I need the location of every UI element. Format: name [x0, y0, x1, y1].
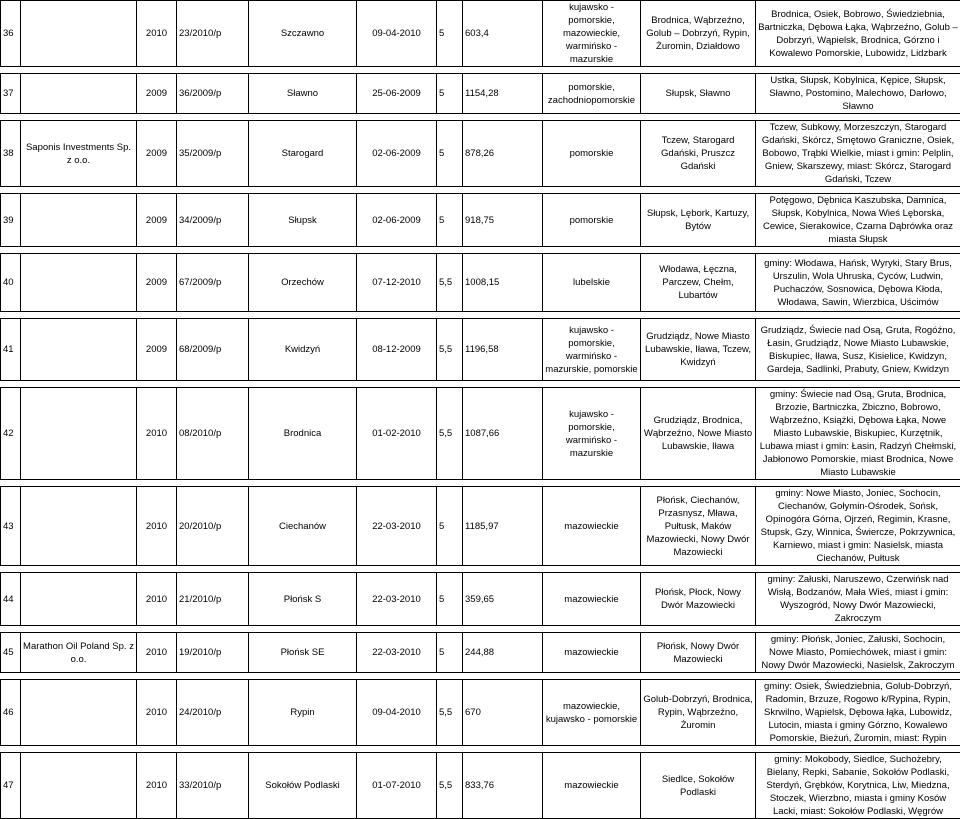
company-cell	[21, 388, 137, 480]
company-cell	[21, 319, 137, 381]
concession-number-cell: 67/2009/p	[177, 254, 249, 312]
company-cell	[21, 254, 137, 312]
separator-cell	[1, 746, 960, 753]
counties-cell: Grudziądz, Nowe Miasto Lubawskie, Iława, Tczew, Kwidzyń	[641, 319, 756, 381]
row-number: 45	[1, 633, 21, 673]
concession-number-cell: 68/2009/p	[177, 319, 249, 381]
counties-cell: Płońsk, Nowy Dwór Mazowiecki	[641, 633, 756, 673]
separator-cell	[1, 480, 960, 487]
concession-number-cell: 23/2010/p	[177, 1, 249, 67]
date-cell: 09-04-2010	[357, 680, 437, 746]
year-cell: 2010	[137, 487, 177, 566]
area-name-cell: Starogard	[249, 121, 357, 187]
municipalities-cell: gminy: Płońsk, Joniec, Załuski, Sochocin, Nowe Miasto, Pomiechówek, miast i gmin: Nowy Dwór Mazowiecki, Nasielsk, Zakroczym	[756, 633, 960, 673]
table-row	[1, 74, 960, 114]
separator-cell	[1, 566, 960, 573]
area-size-cell: 878,26	[463, 121, 543, 187]
table-row	[1, 319, 960, 381]
municipalities-cell: Ustka, Słupsk, Kobylnica, Kępice, Słupsk, Sławno, Postomino, Malechowo, Darłowo, Sławno	[756, 74, 960, 114]
row-separator	[1, 480, 960, 487]
separator-cell	[1, 114, 960, 121]
year-cell: 2010	[137, 633, 177, 673]
voivodeship-cell: pomorskie, zachodniopomorskie	[543, 74, 641, 114]
year-cell: 2009	[137, 121, 177, 187]
counties-cell: Siedlce, Sokołów Podlaski	[641, 753, 756, 819]
date-cell: 07-12-2010	[357, 254, 437, 312]
separator-cell	[1, 247, 960, 254]
concession-number-cell: 20/2010/p	[177, 487, 249, 566]
counties-cell: Brodnica, Wąbrzeźno, Golub – Dobrzyń, Rypin, Żuromin, Działdowo	[641, 1, 756, 67]
year-cell: 2010	[137, 680, 177, 746]
table-row	[1, 633, 960, 673]
area-name-cell: Płońsk SE	[249, 633, 357, 673]
row-separator	[1, 247, 960, 254]
row-number: 47	[1, 753, 21, 819]
counties-cell: Włodawa, Łęczna, Parczew, Chełm, Lubartów	[641, 254, 756, 312]
year-cell: 2010	[137, 388, 177, 480]
company-cell	[21, 487, 137, 566]
area-size-cell: 833,76	[463, 753, 543, 819]
company-cell	[21, 74, 137, 114]
counties-cell: Płońsk, Ciechanów, Przasnysz, Mława, Pułtusk, Maków Mazowiecki, Nowy Dwór Mazowiecki	[641, 487, 756, 566]
municipalities-cell: Grudziądz, Świecie nad Osą, Gruta, Rogóźno, Łasin, Grudziądz, Nowe Miasto Lubawskie, Biskupiec, Iława, Susz, Kisielice, Kwidzyn, Gardeja, Sadlinki, Prabuty, Gniew, Kwidzyn	[756, 319, 960, 381]
row-separator	[1, 673, 960, 680]
voivodeship-cell: mazowieckie	[543, 633, 641, 673]
row-separator	[1, 114, 960, 121]
municipalities-cell: gminy: Mokobody, Siedlce, Suchożebry, Bielany, Repki, Sabanie, Sokołów Podlaski, Sterdyń, Grębków, Korytnica, Liw, Miedzna, Stoczek, Wierzbno, miasta i gminy Kosów Lacki, miast: Sokołów Podlaski, Węgrów	[756, 753, 960, 819]
area-size-cell: 918,75	[463, 194, 543, 247]
table-row	[1, 573, 960, 626]
date-cell: 22-03-2010	[357, 573, 437, 626]
company-cell	[21, 194, 137, 247]
row-number: 44	[1, 573, 21, 626]
year-cell: 2009	[137, 254, 177, 312]
table-row	[1, 753, 960, 819]
row-separator	[1, 67, 960, 74]
area-name-cell: Ciechanów	[249, 487, 357, 566]
area-size-cell: 244,88	[463, 633, 543, 673]
year-cell: 2009	[137, 319, 177, 381]
period-cell: 5,5	[437, 319, 463, 381]
period-cell: 5,5	[437, 680, 463, 746]
separator-cell	[1, 187, 960, 194]
date-cell: 25-06-2009	[357, 74, 437, 114]
area-name-cell: Sokołów Podlaski	[249, 753, 357, 819]
period-cell: 5	[437, 194, 463, 247]
municipalities-cell: Potęgowo, Dębnica Kaszubska, Damnica, Słupsk, Kobylnica, Nowa Wieś Lęborska, Cewice, Sierakowice, Czarna Dąbrówka oraz miasta Słupsk	[756, 194, 960, 247]
date-cell: 22-03-2010	[357, 487, 437, 566]
concession-number-cell: 19/2010/p	[177, 633, 249, 673]
period-cell: 5	[437, 74, 463, 114]
area-name-cell: Płońsk S	[249, 573, 357, 626]
voivodeship-cell: pomorskie	[543, 121, 641, 187]
company-cell: Marathon Oil Poland Sp. z o.o.	[21, 633, 137, 673]
table-body	[1, 1, 960, 819]
period-cell: 5,5	[437, 254, 463, 312]
municipalities-cell: Tczew, Subkowy, Morzeszczyn, Starogard Gdański, Skórcz, Smętowo Graniczne, Osiek, Bobowo, Trąbki Wielkie, miast i gmin: Pelplin, Gniew, Skarszewy, miast: Skórcz, Starogard Gdański, Tczew	[756, 121, 960, 187]
row-number: 39	[1, 194, 21, 247]
row-number: 38	[1, 121, 21, 187]
area-name-cell: Słupsk	[249, 194, 357, 247]
area-name-cell: Orzechów	[249, 254, 357, 312]
company-cell	[21, 753, 137, 819]
area-size-cell: 1185,97	[463, 487, 543, 566]
separator-cell	[1, 312, 960, 319]
area-size-cell: 1008,15	[463, 254, 543, 312]
area-name-cell: Kwidzyń	[249, 319, 357, 381]
counties-cell: Tczew, Starogard Gdański, Pruszcz Gdański	[641, 121, 756, 187]
period-cell: 5,5	[437, 753, 463, 819]
area-name-cell: Sławno	[249, 74, 357, 114]
company-cell: Saponis Investments Sp. z o.o.	[21, 121, 137, 187]
counties-cell: Słupsk, Sławno	[641, 74, 756, 114]
year-cell: 2009	[137, 74, 177, 114]
row-separator	[1, 566, 960, 573]
row-separator	[1, 381, 960, 388]
date-cell: 01-07-2010	[357, 753, 437, 819]
date-cell: 08-12-2009	[357, 319, 437, 381]
row-separator	[1, 187, 960, 194]
concession-number-cell: 34/2009/p	[177, 194, 249, 247]
date-cell: 02-06-2009	[357, 194, 437, 247]
area-size-cell: 1087,66	[463, 388, 543, 480]
year-cell: 2010	[137, 573, 177, 626]
area-size-cell: 1154,28	[463, 74, 543, 114]
voivodeship-cell: kujawsko - pomorskie, mazowieckie, warmińsko - mazurskie	[543, 1, 641, 67]
row-number: 40	[1, 254, 21, 312]
municipalities-cell: gminy: Świecie nad Osą, Gruta, Brodnica, Brzozie, Bartniczka, Zbiczno, Bobrowo, Wąbrzeźno, Książki, Dębowa Łąka, Nowe Miasto Lubawskie, Biskupiec, Kurzętnik, Lubawa miast i gmin: Łasin, Radzyń Chełmski, Jabłonowo Pomorskie, miast Brodnica, Nowe Miasto Lubawskie	[756, 388, 960, 480]
concession-number-cell: 08/2010/p	[177, 388, 249, 480]
concession-number-cell: 33/2010/p	[177, 753, 249, 819]
row-number: 43	[1, 487, 21, 566]
row-number: 42	[1, 388, 21, 480]
counties-cell: Płońsk, Płock, Nowy Dwór Mazowiecki	[641, 573, 756, 626]
municipalities-cell: gminy: Załuski, Naruszewo, Czerwińsk nad Wisłą, Bodzanów, Mała Wieś, miast i gmin: Wyszogród, Nowy Dwór Mazowiecki, Zakroczym	[756, 573, 960, 626]
voivodeship-cell: pomorskie	[543, 194, 641, 247]
date-cell: 01-02-2010	[357, 388, 437, 480]
voivodeship-cell: mazowieckie	[543, 487, 641, 566]
table-row	[1, 194, 960, 247]
date-cell: 09-04-2010	[357, 1, 437, 67]
row-separator	[1, 626, 960, 633]
concession-number-cell: 35/2009/p	[177, 121, 249, 187]
table-row	[1, 1, 960, 67]
row-separator	[1, 312, 960, 319]
municipalities-cell: gminy: Włodawa, Hańsk, Wyryki, Stary Brus, Urszulin, Wola Uhruska, Cyców, Ludwin, Puchaczów, Sosnowica, Dębowa Kłoda, Włodawa, Sawin, Wierzbica, Uścimów	[756, 254, 960, 312]
company-cell	[21, 573, 137, 626]
concession-number-cell: 21/2010/p	[177, 573, 249, 626]
table-row	[1, 487, 960, 566]
voivodeship-cell: mazowieckie	[543, 573, 641, 626]
separator-cell	[1, 67, 960, 74]
year-cell: 2009	[137, 194, 177, 247]
period-cell: 5	[437, 121, 463, 187]
year-cell: 2010	[137, 1, 177, 67]
voivodeship-cell: kujawsko - pomorskie, warmińsko - mazurskie, pomorskie	[543, 319, 641, 381]
voivodeship-cell: lubelskie	[543, 254, 641, 312]
municipalities-cell: gminy: Osiek, Świedziebnia, Golub-Dobrzyń, Radomin, Brzuze, Rogowo k/Rypina, Rypin, Skrwilno, Wąpielsk, Dębowa łąka, Lubowidz, Lutocin, miasta i gminy Górzno, Kowalewo Pomorskie, Bieżuń, Żuromin, miast: Rypin	[756, 680, 960, 746]
row-number: 46	[1, 680, 21, 746]
date-cell: 22-03-2010	[357, 633, 437, 673]
counties-cell: Golub-Dobrzyń, Brodnica, Rypin, Wąbrzeźno, Żuromin	[641, 680, 756, 746]
area-size-cell: 1196,58	[463, 319, 543, 381]
municipalities-cell: Brodnica, Osiek, Bobrowo, Świedziebnia, Bartniczka, Dębowa Łąka, Wąbrzeźno, Golub – Dobrzyń, Wąpielsk, Brodnica, Górzno i Kowalewo Pomorskie, Lubowidz, Lidzbark	[756, 1, 960, 67]
area-size-cell: 359,65	[463, 573, 543, 626]
period-cell: 5	[437, 573, 463, 626]
table-row	[1, 121, 960, 187]
municipalities-cell: gminy: Nowe Miasto, Joniec, Sochocin, Ciechanów, Gołymin-Ośrodek, Sońsk, Opinogóra Górna, Ojrzeń, Regimin, Krasne, Stupsk, Gzy, Winnica, Świercze, Pokrzywnica, Karniewo, miast i gmin: Nasielsk, miasta Ciechanów, Pułtusk	[756, 487, 960, 566]
row-number: 37	[1, 74, 21, 114]
concession-number-cell: 36/2009/p	[177, 74, 249, 114]
period-cell: 5	[437, 633, 463, 673]
row-separator	[1, 746, 960, 753]
row-number: 36	[1, 1, 21, 67]
separator-cell	[1, 673, 960, 680]
period-cell: 5,5	[437, 388, 463, 480]
area-name-cell: Brodnica	[249, 388, 357, 480]
period-cell: 5	[437, 487, 463, 566]
table-row	[1, 254, 960, 312]
concession-number-cell: 24/2010/p	[177, 680, 249, 746]
date-cell: 02-06-2009	[357, 121, 437, 187]
voivodeship-cell: mazowieckie	[543, 753, 641, 819]
area-name-cell: Szczawno	[249, 1, 357, 67]
area-size-cell: 603,4	[463, 1, 543, 67]
company-cell	[21, 1, 137, 67]
counties-cell: Słupsk, Lębork, Kartuzy, Bytów	[641, 194, 756, 247]
area-size-cell: 670	[463, 680, 543, 746]
counties-cell: Grudziądz, Brodnica, Wąbrzeźno, Nowe Miasto Lubawskie, Iława	[641, 388, 756, 480]
separator-cell	[1, 626, 960, 633]
voivodeship-cell: kujawsko - pomorskie, warmińsko - mazurskie	[543, 388, 641, 480]
row-number: 41	[1, 319, 21, 381]
area-name-cell: Rypin	[249, 680, 357, 746]
separator-cell	[1, 381, 960, 388]
period-cell: 5	[437, 1, 463, 67]
year-cell: 2010	[137, 753, 177, 819]
voivodeship-cell: mazowieckie, kujawsko - pomorskie	[543, 680, 641, 746]
table-row	[1, 388, 960, 480]
